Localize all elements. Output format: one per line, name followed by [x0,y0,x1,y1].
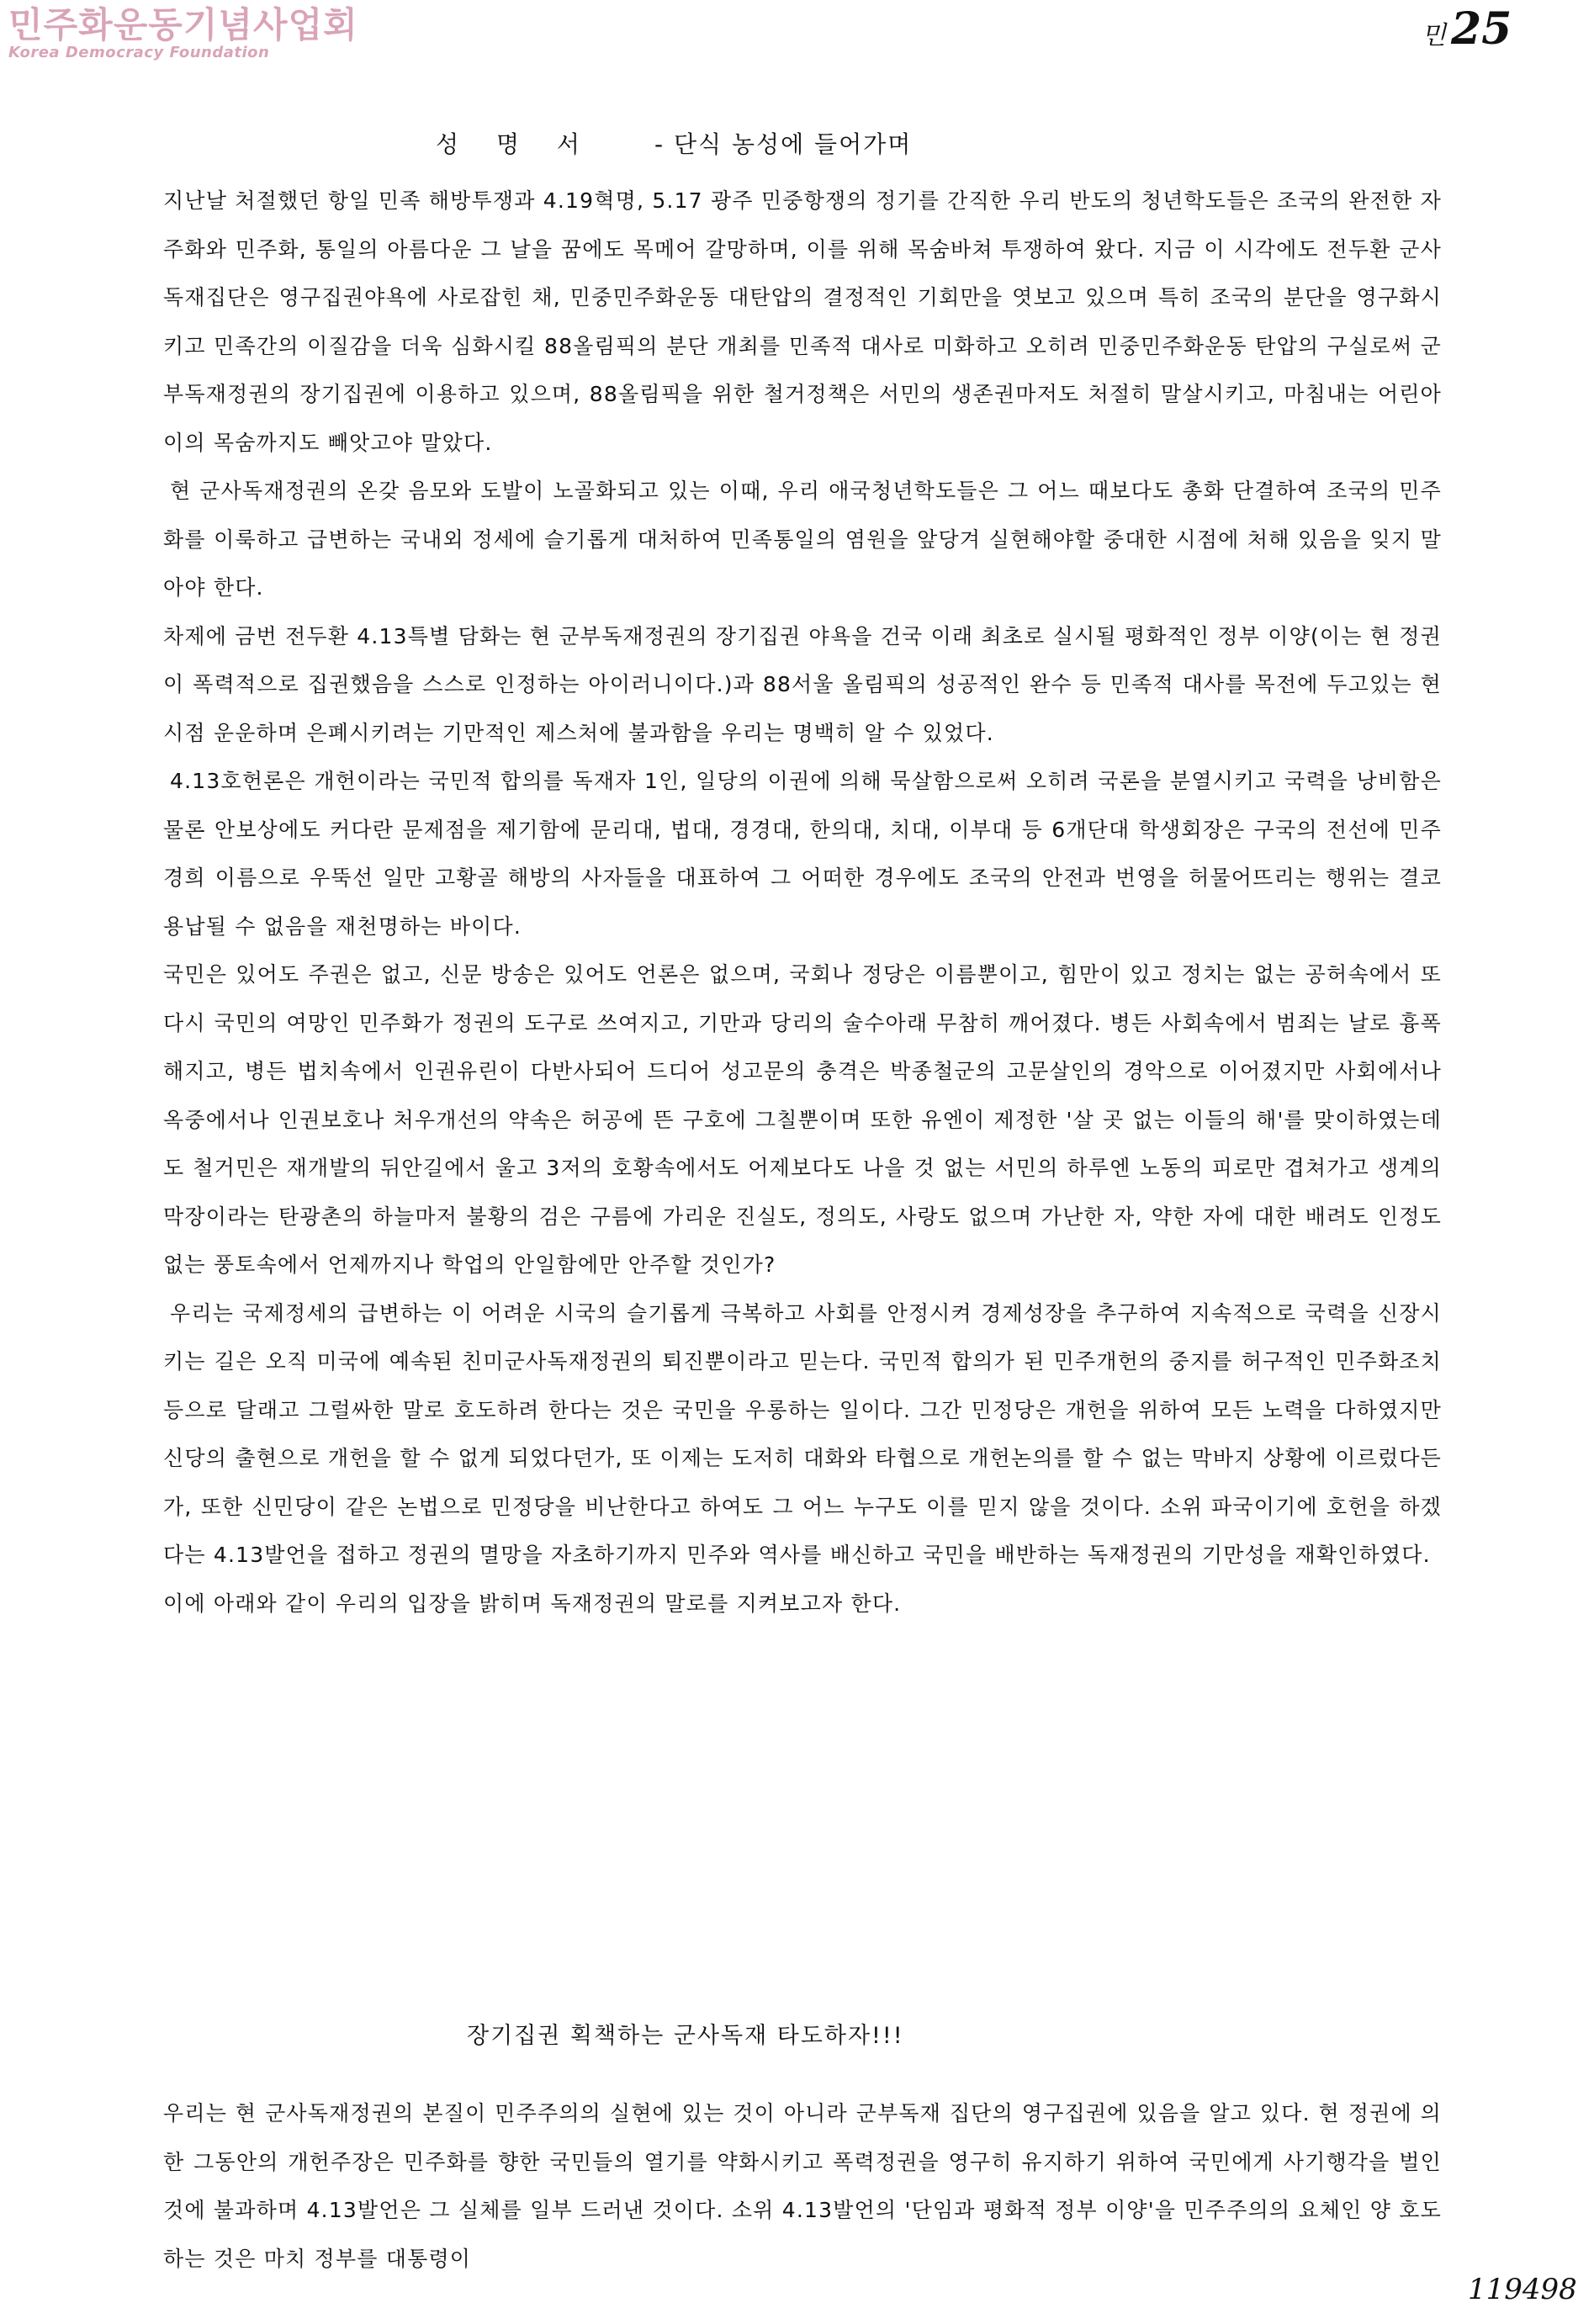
statement-body [163,177,1442,1628]
section-heading: 장기집권 획책하는 군사독재 타도하자!!! [467,2023,904,2049]
page-mark [1422,3,1512,55]
paragraph: 현 군사독재정권의 온갖 음모와 도발이 노골화되고 있는 이때, 우리 애국청년학도들은 그 어느 때보다도 총화 단결하여 조국의 민주화를 이룩하고 급변하는 국내외 정세에 슬기롭게 대처하여 민족통일의 염원을 앞당겨 실현해야할 중대한 시점에 처해 있음을 잊지 말아야 한다. [163,479,1442,600]
paragraph: 우리는 현 군사독재정권의 본질이 민주주의의 실현에 있는 것이 아니라 군부독재 집단의 영구집권에 있음을 알고 있다. 현 정권에 의한 그동안의 개헌주장은 민주화를 향한 국민들의 열기를 약화시키고 폭력정권을 영구히 유지하기 위하여 국민에게 사기행각을 벌인 것에 불과하며 4.13발언은 그 실체를 일부 드러낸 것이다. 소위 4.13발언의 '단임과 평화적 정부 이양'을 민주주의의 요체인 양 호도하는 것은 마치 정부를 대통령이 [163,2101,1442,2271]
paragraph: 지난날 처절했던 항일 민족 해방투쟁과 4.19혁명, 5.17 광주 민중항쟁의 정기를 간직한 우리 반도의 청년학도들은 조국의 완전한 자주화와 민주화, 통일의 아름다운 그 날을 꿈에도 목메어 갈망하며, 이를 위해 목숨바쳐 투쟁하여 왔다. 지금 이 시각에도 전두환 군사독재집단은 영구집권야욕에 사로잡힌 채, 민중민주화운동 대탄압의 결정적인 기회만을 엿보고 있으며 특히 조국의 분단을 영구화시키고 민족간의 이질감을 더욱 심화시킬 88올림픽의 분단 개최를 민족적 대사로 미화하고 오히려 민중민주화운동 탄압의 구실로써 군부독재정권의 장기집권에 이용하고 있으며, 88올림픽을 위한 철거정책은 서민의 생존권마저도 처절히 말살시키고, 마침내는 어린아이의 목숨까지도 빼앗고야 말았다. [163,188,1442,455]
watermark-english: Korea Democracy Foundation [8,44,270,62]
page-prefix: 민 [1422,21,1446,50]
page-number: 25 [1450,3,1512,55]
section-body [163,2089,1442,2283]
paragraph: 4.13호헌론은 개헌이라는 국민적 합의를 독재자 1인, 일당의 이권에 의해 묵살함으로써 오히려 국론을 분열시키고 국력을 낭비함은 물론 안보상에도 커다란 문제점을 제기함에 문리대, 법대, 경경대, 한의대, 치대, 이부대 등 6개단대 학생회장은 구국의 전선에 민주경희 이름으로 우뚝선 일만 고황골 해방의 사자들을 대표하여 그 어떠한 경우에도 조국의 안전과 번영을 허물어뜨리는 행위는 결코 용납될 수 없음을 재천명하는 바이다. [163,769,1442,939]
paragraph: 차제에 금번 전두환 4.13특별 담화는 현 군부독재정권의 장기집권 야욕을 건국 이래 최초로 실시될 평화적인 정부 이양(이는 현 정권이 폭력적으로 집권했음을 스스로 인정하는 아이러니이다.)과 88서울 올림픽의 성공적인 완수 등 민족적 대사를 목전에 두고있는 현시점 운운하며 은폐시키려는 기만적인 제스처에 불과함을 우리는 명백히 알 수 있었다. [163,623,1442,745]
watermark-korean: 민주화운동기념사업회 [8,4,358,45]
document-title: 성 명 서 [436,130,595,158]
paragraph: 국민은 있어도 주권은 없고, 신문 방송은 있어도 언론은 없으며, 국회나 정당은 이름뿐이고, 힘만이 있고 정치는 없는 공허속에서 또다시 국민의 여망인 민주화가 정권의 도구로 쓰여지고, 기만과 당리의 술수아래 무참히 깨어졌다. 병든 사회속에서 범죄는 날로 흉폭해지고, 병든 법치속에서 인권유린이 다반사되어 드디어 성고문의 충격은 박종철군의 고문살인의 경악으로 이어졌지만 사회에서나 옥중에서나 인권보호나 처우개선의 약속은 허공에 뜬 구호에 그칠뿐이며 또한 유엔이 제정한 '살 곳 없는 이들의 해'를 맞이하였는데도 철거민은 재개발의 뒤안길에서 울고 3저의 호황속에서도 어제보다도 나을 것 없는 서민의 하루엔 노동의 피로만 겹쳐가고 생계의 막장이라는 탄광촌의 하늘마저 불황의 검은 구름에 가리운 진실도, 정의도, 사랑도 없으며 가난한 자, 약한 자에 대한 배려도 인정도 없는 풍토속에서 언제까지나 학업의 안일함에만 안주할 것인가? [163,962,1442,1277]
watermark-logo [8,4,358,62]
paragraph: 우리는 국제정세의 급변하는 이 어려운 시국의 슬기롭게 극복하고 사회를 안정시켜 경제성장을 추구하여 지속적으로 국력을 신장시키는 길은 오직 미국에 예속된 친미군사독재정권의 퇴진뿐이라고 믿는다. 국민적 합의가 된 민주개헌의 중지를 허구적인 민주화조치등으로 달래고 그럴싸한 말로 호도하려 한다는 것은 국민을 우롱하는 일이다. 그간 민정당은 개헌을 위하여 모든 노력을 다하였지만 신당의 출현으로 개헌을 할 수 없게 되었다던가, 또 이제는 도저히 대화와 타협으로 개헌논의를 할 수 없는 막바지 상황에 이르렀다든가, 또한 신민당이 같은 논법으로 민정당을 비난한다고 하여도 그 어느 누구도 이를 믿지 않을 것이다. 소위 파국이기에 호헌을 하겠다는 4.13발언을 접하고 정권의 멸망을 자초하기까지 민주와 역사를 배신하고 국민을 배반하는 독재정권의 기만성을 재확인하였다. [163,1300,1442,1567]
document-number: 119498 [1468,2273,1577,2306]
document-subtitle: - 단식 농성에 들어가며 [654,130,913,158]
paragraph: 이에 아래와 같이 우리의 입장을 밝히며 독재정권의 말로를 지켜보고자 한다. [163,1591,902,1616]
